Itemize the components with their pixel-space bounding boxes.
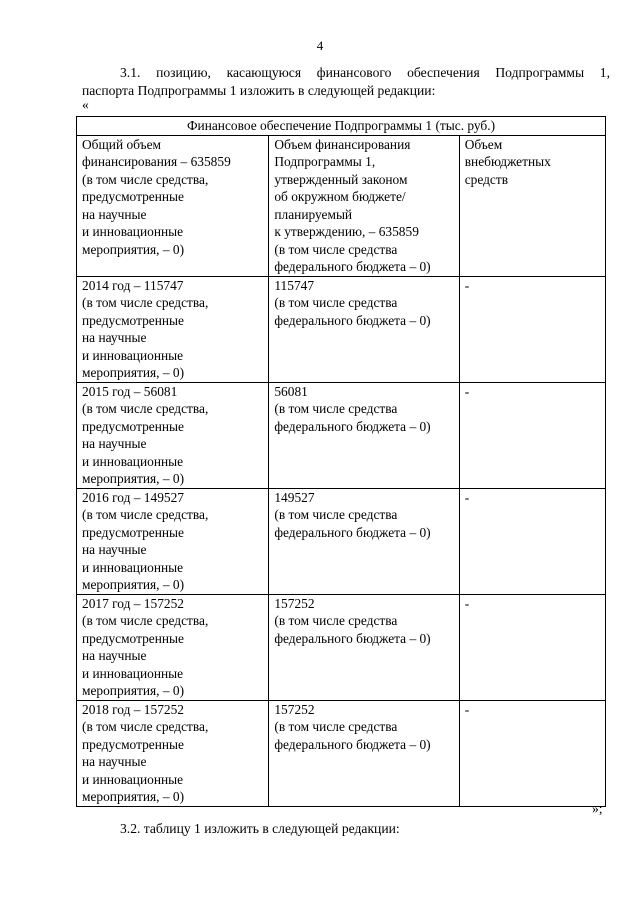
- cell-line: мероприятия, – 0): [82, 471, 185, 486]
- table-row: [77, 382, 606, 488]
- intro-line-2: паспорта Подпрограммы 1 изложить в следующей редакции:: [82, 83, 436, 98]
- cell-line: федерального бюджета – 0): [274, 736, 431, 752]
- cell-line: 2014 год – 115747: [82, 277, 184, 293]
- year-extrabudgetary-cell: [459, 276, 605, 382]
- cell-line: на научные: [82, 754, 147, 769]
- cell-line: мероприятия, – 0): [82, 365, 185, 380]
- cell-line: федерального бюджета – 0): [274, 312, 431, 328]
- year-total-cell: [77, 488, 269, 594]
- table-row: [77, 700, 606, 806]
- cell-line: 2017 год – 157252: [82, 595, 184, 611]
- opening-quote: «: [82, 97, 89, 112]
- cell-line: (в том числе средства: [274, 241, 398, 257]
- cell-line: Подпрограммы 1,: [274, 154, 376, 169]
- year-approved-cell: [269, 276, 459, 382]
- cell-line: -: [464, 595, 470, 611]
- year-extrabudgetary-cell: [459, 382, 605, 488]
- year-approved-cell: [269, 382, 459, 488]
- cell-line: и инновационные: [82, 771, 184, 787]
- financing-table: [76, 116, 606, 807]
- header-total-financing: [77, 135, 269, 276]
- cell-line: федерального бюджета – 0): [274, 630, 431, 646]
- cell-line: Общий объем: [82, 136, 161, 152]
- cell-line: на научные: [82, 330, 147, 345]
- year-approved-cell: [269, 594, 459, 700]
- cell-line: предусмотренные: [82, 630, 184, 646]
- cell-line: 2018 год – 157252: [82, 701, 184, 717]
- cell-line: -: [464, 489, 470, 505]
- cell-line: внебюджетных: [464, 154, 551, 169]
- cell-line: 2015 год – 56081: [82, 383, 178, 399]
- year-approved-cell: [269, 488, 459, 594]
- cell-line: -: [464, 701, 470, 717]
- year-total-cell: [77, 276, 269, 382]
- cell-line: предусмотренные: [82, 189, 184, 204]
- cell-line: предусмотренные: [82, 312, 184, 328]
- cell-line: (в том числе средства,: [82, 171, 209, 187]
- year-approved-cell: [269, 700, 459, 806]
- cell-line: предусмотренные: [82, 524, 184, 540]
- cell-line: средств: [464, 171, 509, 187]
- year-extrabudgetary-cell: [459, 700, 605, 806]
- intro-line-1: 3.1. позицию, касающуюся финансового обеспечения Подпрограммы 1,: [120, 65, 610, 80]
- cell-line: к утверждению, – 635859: [274, 224, 419, 239]
- cell-line: (в том числе средства: [274, 295, 398, 310]
- page-number: 4: [316, 38, 324, 53]
- cell-line: мероприятия, – 0): [82, 577, 185, 592]
- cell-line: на научные: [82, 542, 147, 557]
- cell-line: 157252: [274, 701, 315, 717]
- cell-line: (в том числе средства,: [82, 719, 209, 734]
- cell-line: (в том числе средства: [274, 613, 398, 628]
- cell-line: 2016 год – 149527: [82, 489, 184, 505]
- cell-line: федерального бюджета – 0): [274, 259, 431, 274]
- year-total-cell: [77, 382, 269, 488]
- cell-line: на научные: [82, 206, 147, 222]
- table-header-row: [77, 135, 606, 276]
- cell-line: мероприятия, – 0): [82, 683, 185, 698]
- cell-line: (в том числе средства,: [82, 613, 209, 628]
- cell-line: федерального бюджета – 0): [274, 418, 431, 434]
- year-total-cell: [77, 700, 269, 806]
- cell-line: 56081: [274, 383, 308, 399]
- cell-line: 149527: [274, 489, 315, 505]
- cell-line: и инновационные: [82, 559, 184, 575]
- cell-line: предусмотренные: [82, 418, 184, 434]
- cell-line: -: [464, 383, 470, 399]
- table-row: [77, 594, 606, 700]
- table-row: [77, 276, 606, 382]
- cell-line: на научные: [82, 648, 147, 663]
- cell-line: утвержденный законом: [274, 171, 408, 187]
- cell-line: и инновационные: [82, 453, 184, 469]
- header-extrabudgetary: [459, 135, 605, 276]
- cell-line: и инновационные: [82, 665, 184, 681]
- cell-line: предусмотренные: [82, 736, 184, 752]
- cell-line: и инновационные: [82, 224, 184, 239]
- year-total-cell: [77, 594, 269, 700]
- next-item-line: 3.2. таблицу 1 изложить в следующей редакции:: [120, 821, 400, 836]
- cell-line: 157252: [274, 595, 315, 611]
- cell-line: мероприятия, – 0): [82, 241, 185, 257]
- cell-line: Объем: [464, 136, 503, 152]
- cell-line: на научные: [82, 436, 147, 451]
- cell-line: финансирования – 635859: [82, 154, 231, 169]
- header-approved-financing: [269, 135, 459, 276]
- table-caption: Финансовое обеспечение Подпрограммы 1 (тыс. руб.): [77, 117, 606, 136]
- cell-line: планируемый: [274, 206, 353, 222]
- year-extrabudgetary-cell: [459, 488, 605, 594]
- cell-line: (в том числе средства: [274, 401, 398, 416]
- cell-line: федерального бюджета – 0): [274, 524, 431, 540]
- cell-line: -: [464, 277, 470, 293]
- closing-quote: »;: [592, 801, 603, 816]
- cell-line: об окружном бюджете/: [274, 189, 406, 204]
- table-row: [77, 488, 606, 594]
- cell-line: (в том числе средства: [274, 507, 398, 522]
- cell-line: мероприятия, – 0): [82, 789, 185, 804]
- cell-line: и инновационные: [82, 347, 184, 363]
- cell-line: 115747: [274, 277, 315, 293]
- cell-line: Объем финансирования: [274, 136, 411, 152]
- cell-line: (в том числе средства: [274, 719, 398, 734]
- year-extrabudgetary-cell: [459, 594, 605, 700]
- cell-line: (в том числе средства,: [82, 295, 209, 310]
- cell-line: (в том числе средства,: [82, 507, 209, 522]
- cell-line: (в том числе средства,: [82, 401, 209, 416]
